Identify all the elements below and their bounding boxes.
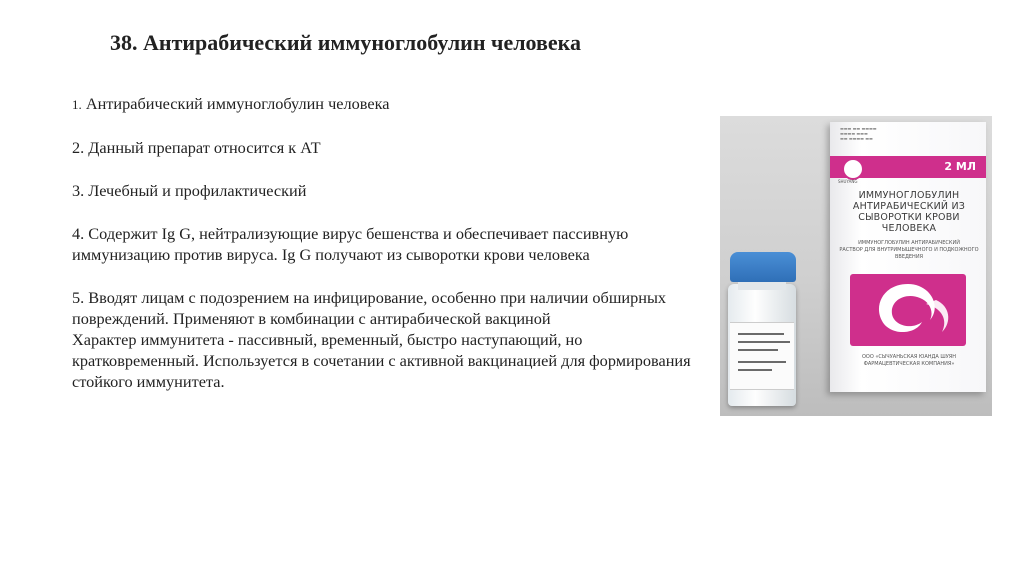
list-item: [72, 93, 702, 115]
vial-label: [730, 322, 794, 390]
box-subtitle: [836, 240, 982, 261]
vial-cap: [730, 252, 796, 282]
medicine-box: [830, 122, 986, 392]
immunity-note: Характер иммунитета - пассивный, временный, быстро наступающий, но кратковременный. Используется в сочетании с активной вакцинацией для формирования стойкого иммунитета.: [72, 330, 691, 391]
item-text: Содержит Ig G, нейтрализующие вирус бешенства и обеспечивает пассивную иммунизацию против вируса. Ig G получают из сыворотки крови человека: [72, 224, 629, 264]
box-product-name: ИММУНОГЛОБУЛИН АНТИРАБИЧЕСКИЙ ИЗ СЫВОРОТКИ КРОВИ ЧЕЛОВЕКА: [852, 190, 966, 234]
item-text: Вводят лицам с подозрением на инфицирование, особенно при наличии обширных повреждений. Применяют в комбинации с антирабической вакциной: [72, 288, 667, 328]
list-item: [72, 287, 702, 329]
slide-body: [72, 93, 702, 392]
box-top-small-print: ▬▬▬ ▬▬ ▬▬▬▬ ▬▬▬▬ ▬▬▬ ▬▬ ▬▬▬▬ ▬▬: [840, 126, 877, 141]
brand-logo-icon: [842, 158, 864, 180]
box-logo-artwork: [850, 274, 966, 346]
box-dose: 2 МЛ: [944, 160, 976, 173]
box-route: РАСТВОР ДЛЯ ВНУТРИМЫШЕЧНОГО И ПОДКОЖНОГО ВВЕДЕНИЯ: [839, 247, 979, 260]
box-brand: SHUYANG: [838, 179, 858, 184]
item-text: Антирабический иммуноглобулин человека: [81, 94, 390, 113]
item-number: 3.: [72, 181, 85, 200]
product-photo: [720, 116, 992, 416]
list-item: [72, 137, 702, 158]
item-text: Лечебный и профилактический: [84, 181, 307, 200]
item-number: 4.: [72, 224, 85, 243]
list-item: [72, 180, 702, 201]
item-number: 2.: [72, 138, 85, 157]
box-manufacturer: ООО «СЫЧУАНЬСКАЯ ЮАНДА ШУЯН ФАРМАЦЕВТИЧЕСКАЯ КОМПАНИЯ»: [861, 354, 957, 367]
item-number: 1.: [72, 97, 82, 112]
slide-title: 38. Антирабический иммуноглобулин человека: [110, 30, 581, 55]
box-subname: ИММУНОГЛОБУЛИН АНТИРАБИЧЕСКИЙ: [858, 240, 960, 246]
item-text: Данный препарат относится к АТ: [84, 138, 321, 157]
swirl-logo-icon: [850, 274, 966, 346]
item-number: 5.: [72, 288, 85, 307]
list-item: [72, 223, 702, 265]
